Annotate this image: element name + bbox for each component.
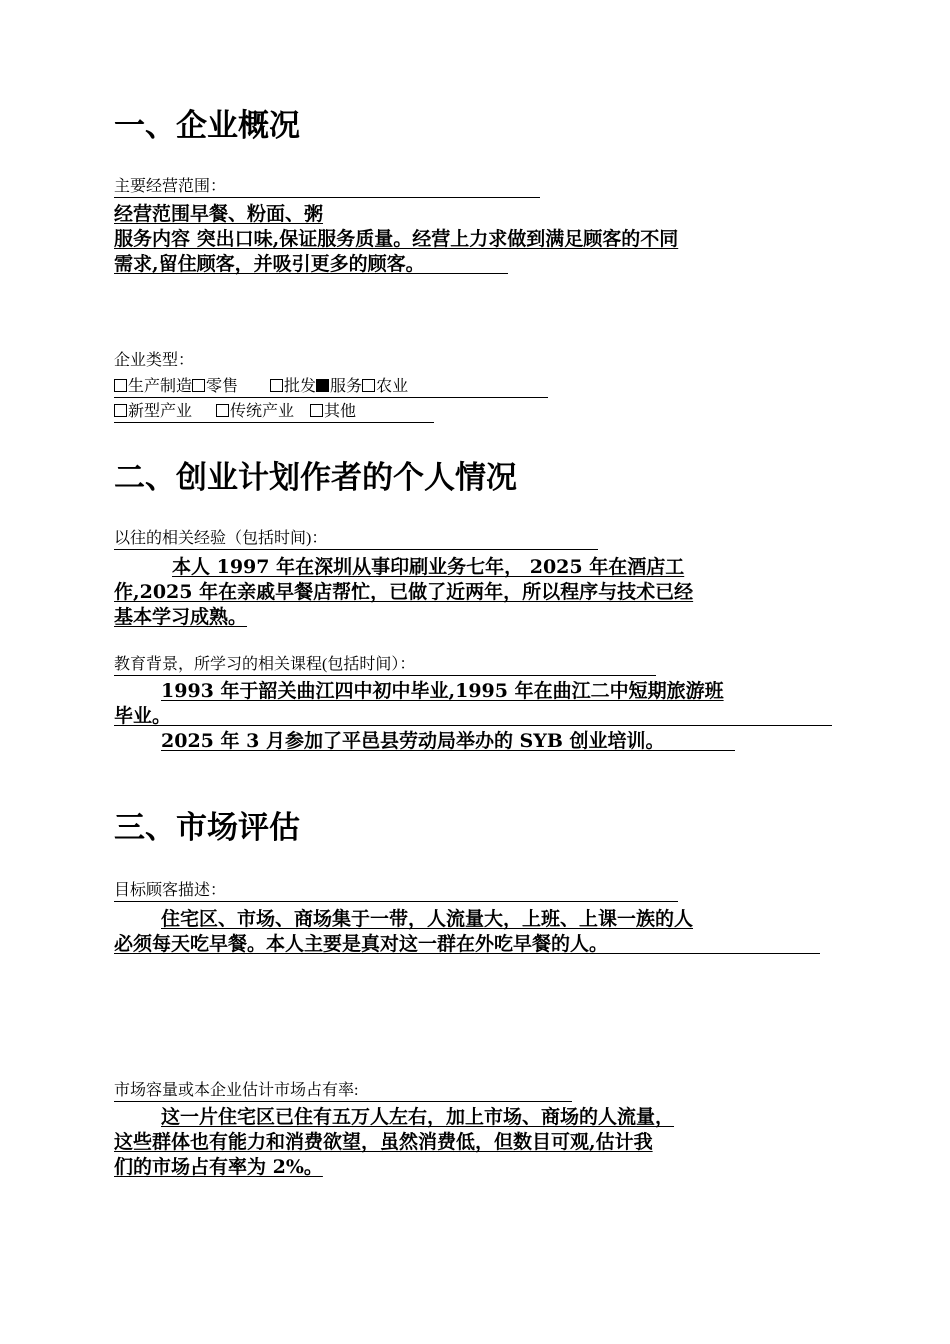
checkbox-new-industry[interactable]: 新型产业 [114,403,192,420]
business-scope-line-3: 需求,留住顾客，并吸引更多的顾客。 [114,253,425,275]
underline [161,750,735,751]
checkbox-wholesale[interactable]: 批发 [270,378,316,395]
checkbox-icon [216,404,229,417]
section-title-market: 三、市场评估 [114,810,300,846]
checkbox-checked-icon [316,379,329,392]
market-share-line-3: 们的市场占有率为 2%。 [114,1156,323,1178]
checkbox-icon [310,404,323,417]
education-line-1: 1993 年于韶关曲江四中初中毕业,1995 年在曲江二中短期旅游班 [161,680,724,702]
checkbox-icon [362,379,375,392]
checkbox-production[interactable]: 生产制造 [114,378,192,395]
education-line-2: 毕业。 [114,705,172,727]
checkbox-icon [114,404,127,417]
business-scope-line-1: 经营范围早餐、粉面、粥 [114,203,324,225]
checkbox-icon [192,379,205,392]
enterprise-type-row-1 [114,376,548,398]
market-share-line-1: 这一片住宅区已住有五万人左右，加上市场、商场的人流量， [161,1106,675,1128]
section-title-overview: 一、企业概况 [114,108,300,144]
section-title-personal: 二、创业计划作者的个人情况 [114,460,517,496]
enterprise-type-row-2 [114,401,434,423]
experience-line-1: 本人 1997 年在深圳从事印刷业务七年， 2025 年在酒店工 [172,556,685,578]
checkbox-other[interactable]: 其他 [310,403,356,420]
checkbox-icon [114,379,127,392]
experience-line-2: 作,2025 年在亲戚早餐店帮忙，已做了近两年，所以程序与技术已经 [114,581,694,603]
checkbox-icon [270,379,283,392]
target-customers-line-1: 住宅区、市场、商场集于一带，人流量大，上班、上课一族的人 [161,908,694,930]
business-scope-line-2: 服务内容 突出口味,保证服务质量。经营上力求做到满足顾客的不同 [114,228,679,250]
experience-line-3: 基本学习成熟。 [114,606,248,628]
education-label: 教育背景，所学习的相关课程(包括时间）： [114,655,656,676]
checkbox-retail[interactable]: 零售 [192,378,238,395]
underline [114,273,508,274]
target-customers-label: 目标顾客描述： [114,881,678,902]
enterprise-type-label: 企业类型： [114,352,195,369]
checkbox-agriculture[interactable]: 农业 [362,378,408,395]
underline [114,953,820,954]
market-share-label: 市场容量或本企业估计市场占有率: [114,1081,572,1102]
education-line-3: 2025 年 3 月参加了平邑县劳动局举办的 SYB 创业培训。 [161,730,665,752]
underline [114,725,832,726]
checkbox-service[interactable]: 服务 [316,378,362,395]
target-customers-line-2: 必须每天吃早餐。本人主要是真对这一群在外吃早餐的人。 [114,933,609,955]
checkbox-traditional-industry[interactable]: 传统产业 [216,403,294,420]
market-share-line-2: 这些群体也有能力和消费欲望，虽然消费低，但数目可观,估计我 [114,1131,653,1153]
experience-label: 以往的相关经验（包括时间)： [114,529,598,550]
business-scope-label: 主要经营范围： [114,177,540,198]
